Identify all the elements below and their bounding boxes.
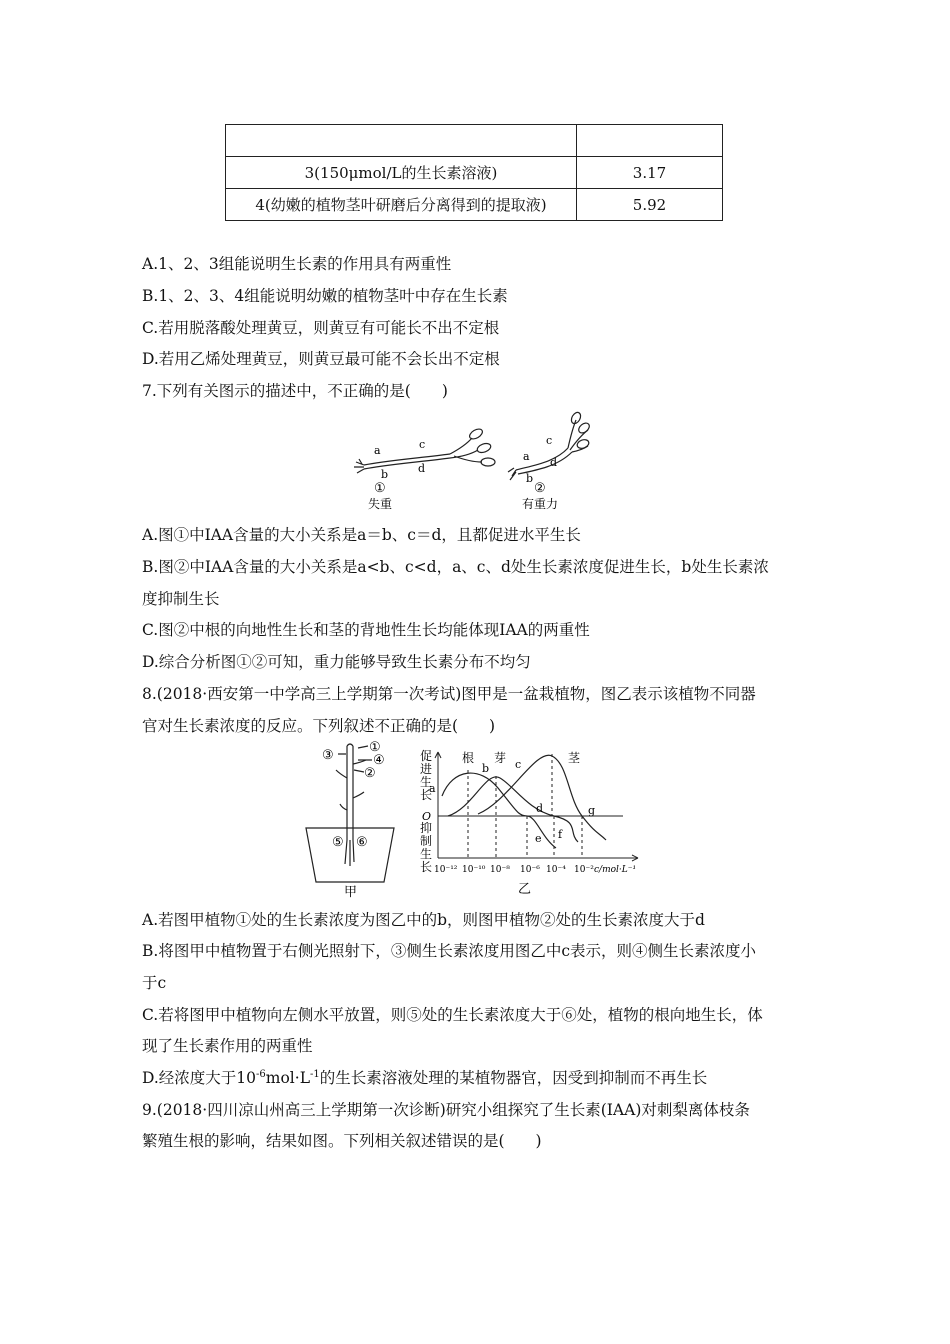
p2-caption: 有重力 — [522, 497, 559, 511]
x-tick-label: 10⁻² — [574, 865, 594, 875]
table-cell — [226, 125, 577, 157]
point-d: d — [536, 802, 544, 815]
q7-stem: 7.下列有关图示的描述中，不正确的是( ) — [142, 382, 448, 400]
plant-label-2: ② — [364, 766, 376, 781]
q8-option-c-line1: C.若将图甲中植物向左侧水平放置，则⑤处的生长素浓度大于⑥处，植物的根向地生长，体 — [142, 1006, 763, 1024]
point-b: b — [482, 762, 490, 775]
curve-stem-label: 茎 — [568, 751, 581, 765]
y-label-top-3: 长 — [420, 788, 433, 802]
point-f: f — [558, 828, 563, 841]
table-row — [226, 125, 723, 157]
point-a: a — [429, 782, 436, 795]
q9-stem-line2: 繁殖生根的影响，结果如图。下列相关叙述错误的是( ) — [142, 1132, 542, 1150]
q7-figure — [350, 410, 590, 514]
p1-label-b: b — [381, 468, 389, 481]
plant-label-6: ⑥ — [356, 835, 368, 850]
table-row — [226, 157, 723, 189]
q8-option-d-exp2: -1 — [310, 1069, 320, 1080]
q8-option-d-text: D.经浓度大于10 — [142, 1069, 257, 1087]
y-label-top-2: 生 — [420, 775, 433, 789]
q7-option-a: A.图①中IAA含量的大小关系是a＝b、c＝d，且都促进水平生长 — [142, 526, 581, 544]
table-row — [226, 189, 723, 221]
q8-stem-line2: 官对生长素浓度的反应。下列叙述不正确的是( ) — [142, 717, 496, 735]
p1-label-d: d — [418, 462, 426, 475]
figure-yi-caption: 乙 — [518, 882, 532, 897]
x-axis-unit: c/mol·L⁻¹ — [594, 865, 637, 875]
plant-label-4: ④ — [373, 753, 385, 768]
point-e: e — [535, 832, 542, 845]
table-cell — [577, 125, 723, 157]
q7-option-c: C.图②中根的向地性生长和茎的背地性生长均能体现IAA的两重性 — [142, 621, 590, 639]
y-label-bottom-2: 生 — [420, 847, 433, 861]
curve-root-label: 根 — [462, 751, 475, 765]
q7-option-d: D.综合分析图①②可知，重力能够导致生长素分布不均匀 — [142, 653, 531, 671]
q7-option-b-line1: B.图②中IAA含量的大小关系是a<b、c<d，a、c、d处生长素浓度促进生长，b处生长素浓 — [142, 558, 769, 576]
table-cell: 3(150μmol/L的生长素溶液) — [226, 157, 577, 189]
x-tick-label: 10⁻¹⁰ — [462, 865, 486, 875]
table-cell: 5.92 — [577, 189, 723, 221]
q8-option-d-unit: mol·L — [265, 1069, 310, 1087]
x-tick-label: 10⁻⁶ — [520, 865, 540, 875]
y-label-bottom-3: 长 — [420, 860, 433, 874]
p1-number: ① — [374, 481, 386, 496]
q6-option-d: D.若用乙烯处理黄豆，则黄豆最可能不会长出不定根 — [142, 350, 500, 368]
q8-option-d-exp1: -6 — [256, 1069, 266, 1080]
q8-option-b-line1: B.将图甲中植物置于右侧光照射下，③侧生长素浓度用图乙中c表示，则④侧生长素浓度小 — [142, 942, 757, 960]
y-label-bottom-0: 抑 — [420, 821, 433, 835]
p2-label-b: b — [526, 472, 534, 485]
q6-option-c: C.若用脱落酸处理黄豆，则黄豆有可能长不出不定根 — [142, 319, 500, 337]
figure-yi-chart — [418, 748, 658, 900]
q9-stem-line1: 9.(2018·四川凉山州高三上学期第一次诊断)研究小组探究了生长素(IAA)对刺梨离体枝条 — [142, 1101, 750, 1119]
y-label-bottom-1: 制 — [420, 834, 433, 848]
y-label-top-0: 促 — [420, 749, 433, 763]
p2-label-d: d — [550, 456, 558, 469]
p1-caption: 失重 — [368, 497, 393, 511]
plant-label-5: ⑤ — [332, 835, 344, 850]
curve-bud-label: 芽 — [494, 751, 507, 765]
q6-option-b: B.1、2、3、4组能说明幼嫩的植物茎叶中存在生长素 — [142, 287, 508, 305]
figure-jia — [300, 740, 410, 900]
plant-label-1: ① — [369, 740, 381, 755]
figure-jia-caption: 甲 — [344, 885, 358, 900]
plant-label-3: ③ — [322, 748, 334, 763]
q8-option-b-line2: 于c — [142, 974, 167, 992]
p2-label-c: c — [546, 434, 553, 447]
q8-option-d — [142, 1068, 707, 1088]
q8-option-c-line2: 现了生长素作用的两重性 — [142, 1037, 313, 1055]
q6-option-a: A.1、2、3组能说明生长素的作用具有两重性 — [142, 255, 452, 273]
p1-label-c: c — [419, 438, 426, 451]
point-g: g — [588, 804, 596, 817]
p2-number: ② — [534, 481, 546, 496]
table-cell: 3.17 — [577, 157, 723, 189]
point-c: c — [515, 758, 522, 771]
x-tick-label: 10⁻⁸ — [490, 865, 510, 875]
experiment-table — [225, 124, 723, 221]
q7-option-b-line2: 度抑制生长 — [142, 590, 220, 608]
origin-label: O — [422, 810, 432, 823]
x-tick-label: 10⁻¹² — [434, 865, 458, 875]
table-cell: 4(幼嫩的植物茎叶研磨后分离得到的提取液) — [226, 189, 577, 221]
y-label-top-1: 进 — [420, 762, 433, 776]
p2-label-a: a — [523, 450, 530, 463]
curve-stem — [478, 755, 606, 840]
q8-option-d-rest: 的生长素溶液处理的某植物器官，因受到抑制而不再生长 — [319, 1069, 708, 1087]
x-tick-label: 10⁻⁴ — [546, 865, 566, 875]
q8-option-a: A.若图甲植物①处的生长素浓度为图乙中的b，则图甲植物②处的生长素浓度大于d — [142, 911, 705, 929]
q8-stem-line1: 8.(2018·西安第一中学高三上学期第一次考试)图甲是一盆栽植物，图乙表示该植物不同器 — [142, 685, 756, 703]
p1-label-a: a — [374, 444, 381, 457]
